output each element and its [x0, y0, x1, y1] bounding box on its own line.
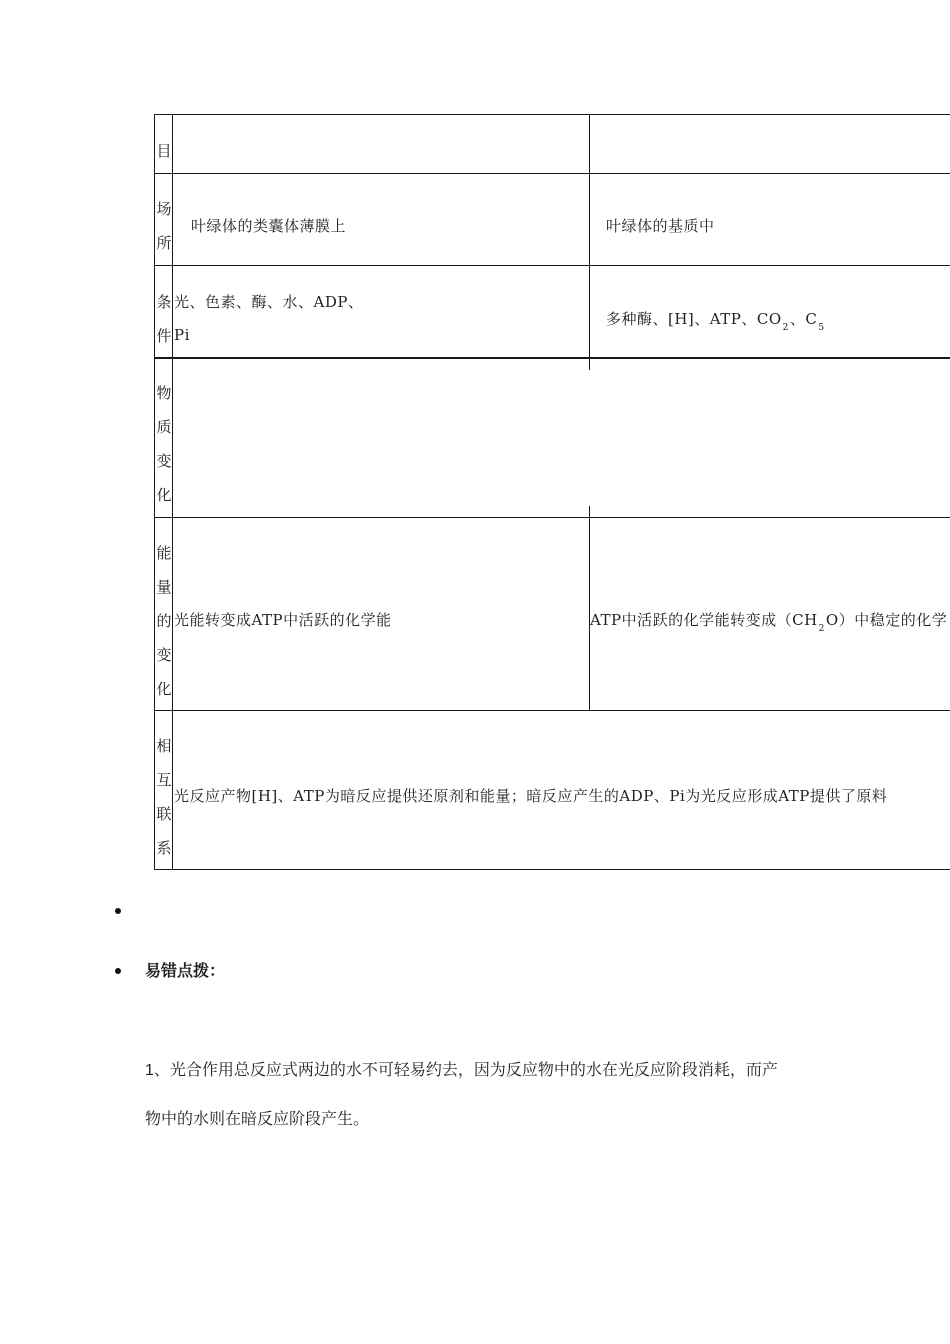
- table-rule: [154, 517, 950, 518]
- table-rule: [154, 173, 950, 174]
- relationship-cell: 光反应产物[H]、ATP为暗反应提供还原剂和能量；暗反应产生的ADP、Pi为光反应形成ATP提供了原料: [174, 787, 888, 805]
- row-header-relationship: 相 互 联 系: [156, 737, 172, 857]
- conditions-light-line2: Pi: [174, 326, 190, 344]
- location-light-cell: 叶绿体的类囊体薄膜上: [191, 217, 347, 235]
- energy-light-cell: 光能转变成ATP中活跃的化学能: [174, 611, 392, 629]
- tips-title: 易错点拨：: [145, 963, 226, 980]
- tip-paragraph-line2: 物中的水则在暗反应阶段产生。: [145, 1111, 370, 1128]
- empty-bullet: [115, 908, 121, 914]
- location-dark-cell: 叶绿体的基质中: [606, 217, 715, 235]
- table-rule: [154, 265, 950, 266]
- tips-bullet: [115, 968, 121, 974]
- table-border-bottom: [154, 869, 950, 870]
- energy-dark-cell: ATP中活跃的化学能转变成$(CH_2O)$中稳定的化学: [590, 611, 948, 634]
- table-rule-thick: [154, 357, 950, 359]
- conditions-light-line1: 光、色素、酶、水、ADP、: [174, 293, 364, 311]
- table-column-divider: [589, 506, 590, 711]
- table-column-divider: [589, 114, 590, 370]
- table-rule: [154, 710, 950, 711]
- row-header-material-change: 物 质 变 化: [156, 384, 172, 504]
- row-header-purpose: 目: [156, 142, 172, 160]
- row-header-location: 场 所: [156, 200, 172, 252]
- conditions-dark-cell: 多种酶、[H]、ATP、$CO_2$、$C_5$: [606, 310, 825, 333]
- tip-paragraph-line1: 1、光合作用总反应式两边的水不可轻易约去，因为反应物中的水在光反应阶段消耗，而产: [145, 1062, 778, 1079]
- table-border-top: [154, 114, 950, 115]
- row-header-conditions: 条 件: [156, 293, 172, 345]
- row-header-energy-change: 能 量 的 变 化: [156, 544, 172, 698]
